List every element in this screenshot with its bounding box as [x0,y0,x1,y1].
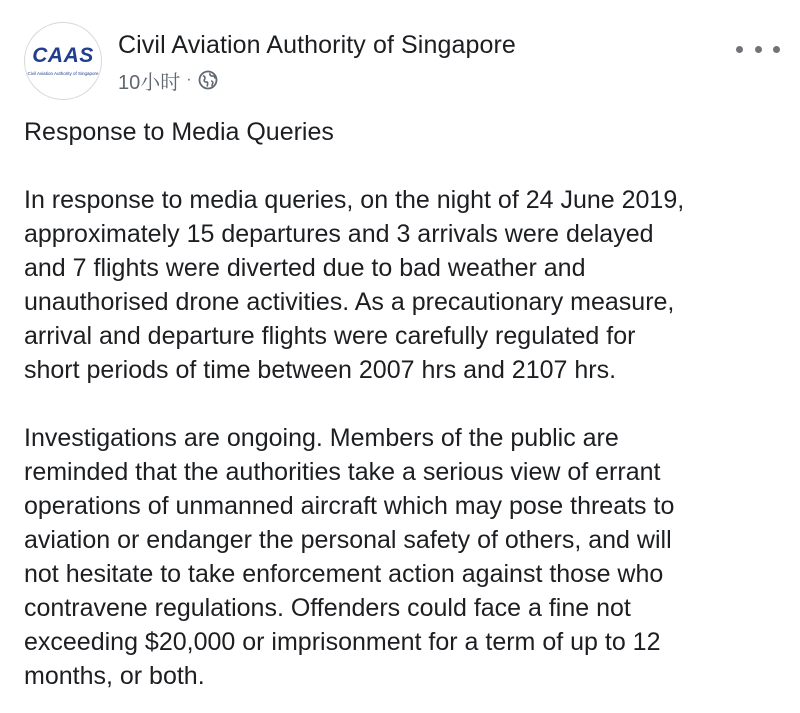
post-paragraph-1: In response to media queries, on the night of 24 June 2019, approximately 15 departures and 3 arrivals were delayed and 7 flights were diverted due to bad weather and unauthorised drone activities. As a precautionary measure, arrival and departure flights were carefully regulated for short periods of time between 2007 hrs and 2107 hrs. [24,186,685,384]
globe-icon[interactable] [198,70,218,90]
more-options-icon [755,46,762,53]
post-body [24,115,784,693]
page-name-link[interactable]: Civil Aviation Authority of Singapore [118,31,516,59]
page-avatar[interactable] [24,22,102,100]
meta-separator: · [186,71,192,88]
more-options-icon [736,46,743,53]
post-meta [118,66,218,94]
caas-logo [25,45,101,67]
caas-logo-wordmark: CAAS [32,44,94,67]
more-options-icon [773,46,780,53]
post-paragraph-2: Investigations are ongoing. Members of the public are reminded that the authorities take a serious view of errant operations of unmanned aircraft which may pose threats to aviation or endanger the personal safety of others, and will not hesitate to take enforcement action against those who contravene regulations. Offenders could face a fine not exceeding $20,000 or imprisonment for a term of up to 12 months, or both. [24,424,675,690]
post-timestamp[interactable]: 10小时 [118,71,181,94]
caas-logo-subtitle: Civil Aviation Authority of Singapore [27,71,99,76]
post-title: Response to Media Queries [24,118,334,146]
post-header [24,22,784,102]
more-options-button[interactable] [736,36,780,62]
